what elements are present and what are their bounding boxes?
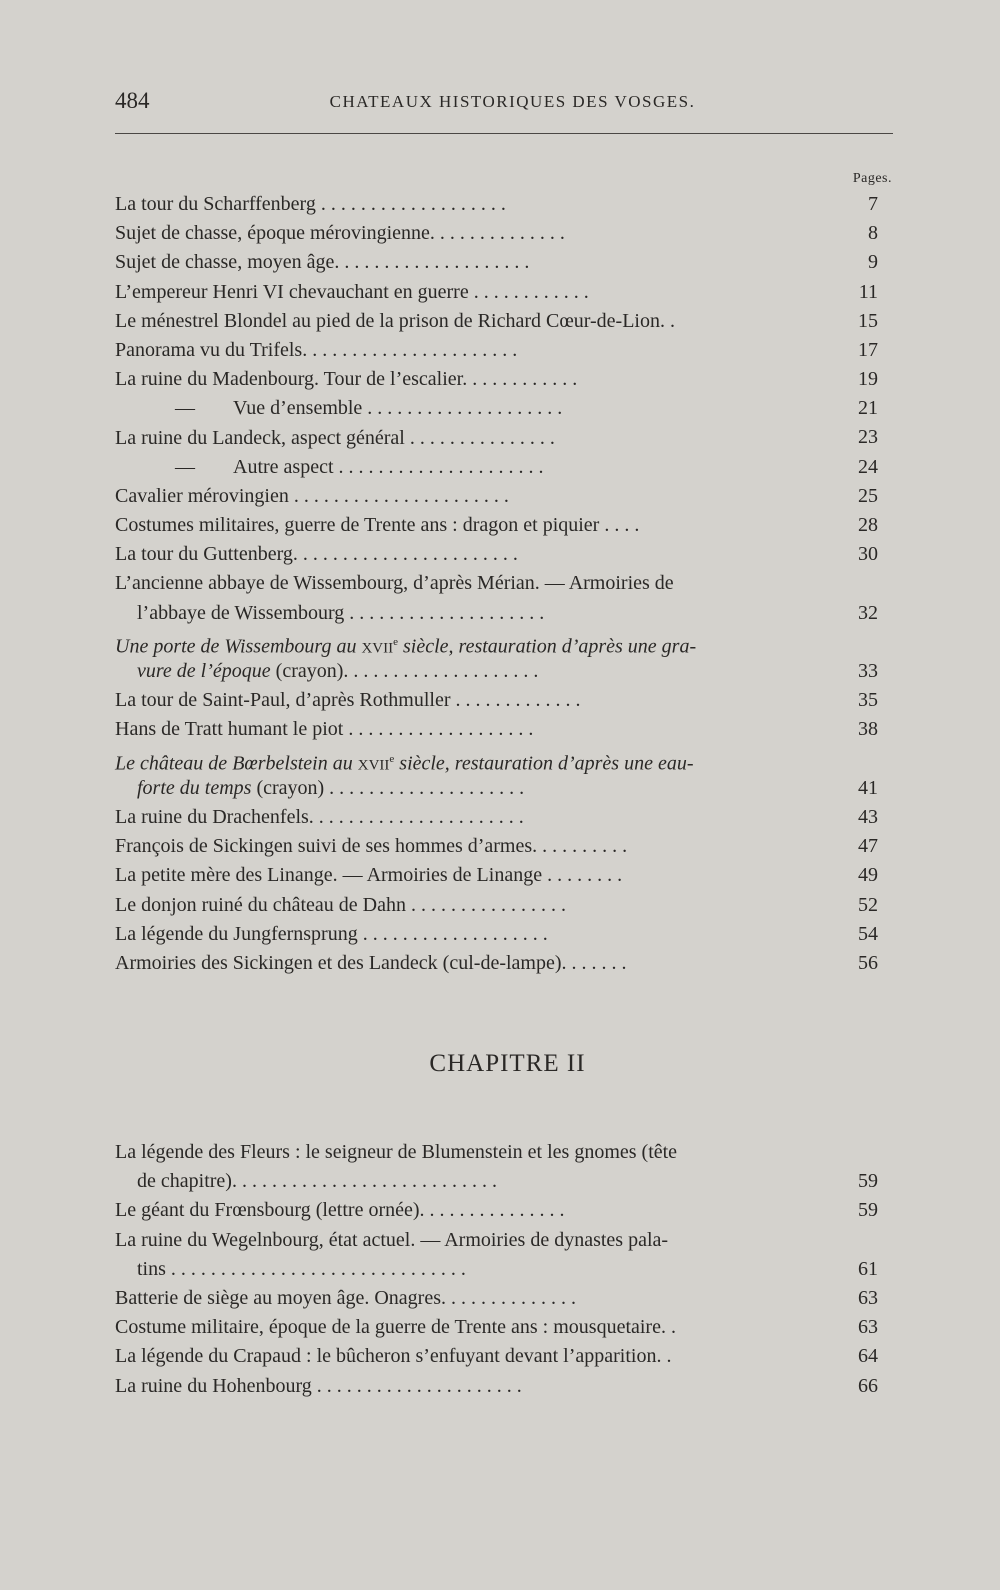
illustration-list-chapter-two: [115, 1138, 890, 1401]
entry-title: François de Sickingen suivi de ses hommes d’armes. . . . . . . . . .: [115, 835, 628, 858]
list-item: [115, 336, 890, 365]
entry-title: Batterie de siège au moyen âge. Onagres. . . . . . . . . . . . . .: [115, 1286, 576, 1309]
entry-title: Costumes militaires, guerre de Trente ans : dragon et piquier . . . .: [115, 514, 640, 537]
entry-page: 32: [858, 601, 878, 624]
entry-page: 43: [858, 805, 878, 828]
entry-page: 41: [858, 776, 878, 799]
entry-title-line-2: l’abbaye de Wissembourg . . . . . . . . . . . . . . . . . . . .: [137, 601, 545, 624]
list-item: [115, 715, 890, 744]
entry-title: La légende du Jungfernsprung . . . . . . . . . . . . . . . . . . .: [115, 922, 548, 945]
entry-title: Le géant du Frœnsbourg (lettre ornée). . . . . . . . . . . . . . .: [115, 1199, 565, 1222]
list-item: [115, 686, 890, 715]
list-item: [115, 861, 890, 890]
entry-title: La tour du Guttenberg. . . . . . . . . . . . . . . . . . . . . . .: [115, 543, 518, 566]
list-item: [115, 511, 890, 540]
entry-title: Le donjon ruiné du château de Dahn . . . . . . . . . . . . . . . .: [115, 893, 567, 916]
entry-title-line-1: L’ancienne abbaye de Wissembourg, d’après Mérian. — Armoiries de: [115, 572, 674, 595]
entry-title: Hans de Tratt humant le piot . . . . . . . . . . . . . . . . . . .: [115, 718, 534, 741]
entry-title: Cavalier mérovingien . . . . . . . . . . . . . . . . . . . . . .: [115, 484, 509, 507]
list-item: [115, 278, 890, 307]
list-item: [115, 1284, 890, 1313]
entry-title: La petite mère des Linange. — Armoiries de Linange . . . . . . . .: [115, 864, 623, 887]
header-rule: [115, 133, 893, 134]
entry-title: La ruine du Madenbourg. Tour de l’escalier. . . . . . . . . . . .: [115, 368, 578, 391]
entry-page: 30: [858, 543, 878, 566]
entry-page: 17: [858, 338, 878, 361]
entry-page: 15: [858, 309, 878, 332]
page-number: 484: [115, 88, 150, 113]
list-item: [115, 1196, 890, 1225]
entry-title-line-2: de chapitre). . . . . . . . . . . . . . . . . . . . . . . . . . .: [137, 1170, 497, 1193]
list-item: [115, 365, 890, 394]
entry-page: 54: [858, 922, 878, 945]
entry-page: 19: [858, 368, 878, 391]
list-item: [115, 1372, 890, 1401]
list-item: [115, 248, 890, 277]
entry-title: Panorama vu du Trifels. . . . . . . . . . . . . . . . . . . . . .: [115, 338, 518, 361]
list-item: [115, 190, 890, 219]
entry-title: Le ménestrel Blondel au pied de la prison de Richard Cœur-de-Lion. .: [115, 309, 675, 332]
entry-page: 33: [858, 660, 878, 683]
entry-title: La ruine du Landeck, aspect général . . . . . . . . . . . . . . .: [115, 426, 555, 449]
entry-page: 56: [858, 951, 878, 974]
entry-title: La tour de Saint-Paul, d’après Rothmuller . . . . . . . . . . . . .: [115, 689, 581, 712]
entry-page: 35: [858, 689, 878, 712]
entry-page: 59: [858, 1170, 878, 1193]
entry-page: 52: [858, 893, 878, 916]
entry-title-continuation: — Autre aspect . . . . . . . . . . . . . . . . . . . . .: [175, 453, 544, 482]
entry-title: Sujet de chasse, moyen âge. . . . . . . . . . . . . . . . . . . .: [115, 251, 530, 274]
entry-page: 9: [868, 251, 878, 274]
entry-page: 49: [858, 864, 878, 887]
list-item: [115, 745, 890, 803]
entry-page: 23: [858, 426, 878, 449]
entry-page: 24: [858, 455, 878, 478]
list-item: [115, 920, 890, 949]
list-item: [115, 1313, 890, 1342]
entry-page: 64: [858, 1345, 878, 1368]
list-item: [115, 394, 890, 423]
entry-title: La ruine du Hohenbourg . . . . . . . . . . . . . . . . . . . . .: [115, 1374, 522, 1397]
entry-page: 25: [858, 484, 878, 507]
entry-page: 38: [858, 718, 878, 741]
entry-title: L’empereur Henri VI chevauchant en guerre . . . . . . . . . . . .: [115, 280, 589, 303]
entry-page: 63: [858, 1286, 878, 1309]
list-item: [115, 424, 890, 453]
entry-title: La ruine du Drachenfels. . . . . . . . . . . . . . . . . . . . . .: [115, 805, 524, 828]
illustration-list-chapter-one: [115, 190, 890, 978]
entry-page: 66: [858, 1374, 878, 1397]
entry-title: Costume militaire, époque de la guerre de Trente ans : mousquetaire. .: [115, 1316, 676, 1339]
list-item: [115, 891, 890, 920]
list-item: [115, 1138, 890, 1196]
ditto-dash: —: [175, 397, 195, 420]
running-title: CHATEAUX HISTORIQUES DES VOSGES.: [329, 92, 696, 111]
entry-title: La légende du Crapaud : le bûcheron s’enfuyant devant l’apparition. .: [115, 1345, 672, 1368]
entry-page: 7: [868, 192, 878, 215]
entry-title-line-1: La ruine du Wegelnbourg, état actuel. — Armoiries de dynastes pala-: [115, 1228, 669, 1251]
entry-page: 63: [858, 1316, 878, 1339]
entry-page: 21: [858, 397, 878, 420]
ditto-dash: —: [175, 455, 195, 478]
list-item: [115, 569, 890, 627]
list-item: [115, 803, 890, 832]
entry-page: 8: [868, 222, 878, 245]
list-item: [115, 219, 890, 248]
entry-title-continuation: — Vue d’ensemble . . . . . . . . . . . . . . . . . . . .: [175, 394, 562, 423]
entry-page: 11: [858, 280, 878, 303]
list-item: [115, 832, 890, 861]
entry-title: Armoiries des Sickingen et des Landeck (cul-de-lampe). . . . . . .: [115, 951, 627, 974]
entry-page: 61: [858, 1257, 878, 1280]
entry-title-line-1: Une porte de Wissembourg au XVIIe siècle, restauration d’après une gra-: [115, 635, 697, 658]
entry-title-line-1: La légende des Fleurs : le seigneur de Blumenstein et les gnomes (tête: [115, 1141, 678, 1163]
entry-title: La tour du Scharffenberg . . . . . . . . . . . . . . . . . . .: [115, 193, 506, 215]
list-item: [115, 628, 890, 686]
entry-title-line-2: tins . . . . . . . . . . . . . . . . . . . . . . . . . . . . . .: [137, 1257, 466, 1280]
entry-page: 28: [858, 514, 878, 537]
list-item: [115, 1226, 890, 1284]
list-item: [115, 540, 890, 569]
list-item: [115, 453, 890, 482]
entry-title-line-2: vure de l’époque (crayon). . . . . . . . . . . . . . . . . . . .: [137, 660, 539, 683]
list-item: [115, 307, 890, 336]
chapter-heading: CHAPITRE II: [429, 1050, 586, 1077]
entry-page: 47: [858, 835, 878, 858]
list-item: [115, 482, 890, 511]
pages-column-label: Pages.: [852, 171, 892, 186]
page-header: [115, 88, 890, 118]
entry-page: 59: [858, 1199, 878, 1222]
entry-title-line-2: forte du temps (crayon) . . . . . . . . . . . . . . . . . . . .: [137, 776, 525, 799]
entry-title-line-1: Le château de Bœrbelstein au XVIIe siècle, restauration d’après une eau-: [115, 752, 694, 775]
entry-title: Sujet de chasse, époque mérovingienne. . . . . . . . . . . . . .: [115, 222, 565, 245]
list-item: [115, 1342, 890, 1371]
list-item: [115, 949, 890, 978]
